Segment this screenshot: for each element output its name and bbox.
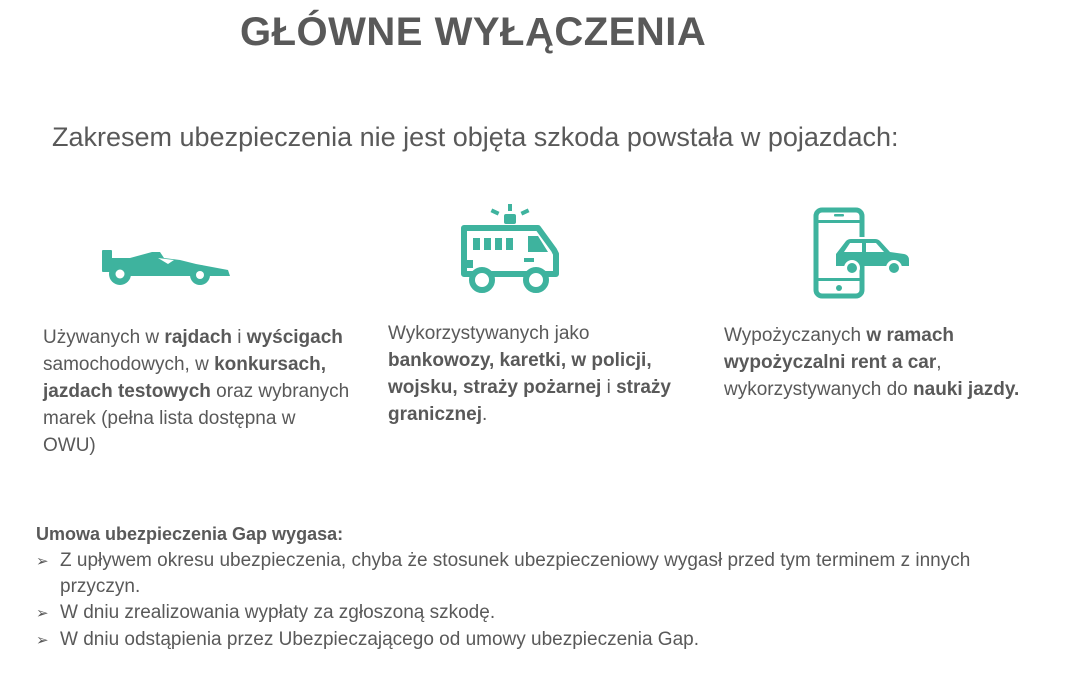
exclusion-racing-text: [43, 324, 353, 459]
text-run: , wykorzystywanych do: [724, 352, 942, 400]
arrow-bullet-icon: ➢: [36, 553, 49, 570]
expiry-list: [36, 548, 1046, 654]
list-item-text: W dniu zrealizowania wypłaty za zgłoszoną szkodę.: [60, 602, 496, 623]
bold-text-run: straży granicznej: [388, 377, 671, 425]
text-run: samochodowych, w: [43, 354, 215, 375]
text-run: Używanych w: [43, 327, 165, 348]
bold-text-run: rajdach: [164, 327, 233, 348]
list-item-text: W dniu odstąpienia przez Ubezpieczającego od umowy ubezpieczenia Gap.: [60, 629, 699, 650]
bold-text-run: konkursach, jazdach testowych: [43, 354, 327, 402]
arrow-bullet-icon: ➢: [36, 605, 49, 622]
text-run: Wykorzystywanych jako: [388, 323, 590, 344]
phone-car-icon: [810, 206, 914, 300]
text-run: .: [481, 404, 488, 425]
list-item-text: Z upływem okresu ubezpieczenia, chyba że stosunek ubezpieczeniowy wygasł przed tym terminem z innych przyczyn.: [60, 550, 971, 597]
list-item: [36, 627, 1046, 654]
text-run: i: [232, 327, 247, 348]
bold-text-run: w ramach wypożyczalni rent a car: [724, 325, 955, 373]
bold-text-run: nauki jazdy.: [913, 379, 1020, 400]
page-title: GŁÓWNE WYŁĄCZENIA: [240, 10, 707, 54]
list-item: [36, 600, 1046, 627]
text-run: i: [601, 377, 617, 398]
list-item: [36, 548, 1046, 600]
race-car-icon: [100, 240, 232, 288]
ambulance-icon: [458, 204, 562, 296]
exclusion-rental-text: [724, 322, 1034, 403]
expiry-heading: Umowa ubezpieczenia Gap wygasa:: [36, 524, 344, 544]
bold-text-run: bankowozy, karetki, w policji, wojsku, straży pożarnej: [388, 350, 652, 398]
text-run: oraz wybranych marek (pełna lista dostępna w OWU): [43, 381, 350, 456]
bold-text-run: wyścigach: [246, 327, 343, 348]
text-run: Wypożyczanych: [724, 325, 867, 346]
page-subtitle: Zakresem ubezpieczenia nie jest objęta szkoda powstała w pojazdach:: [52, 122, 899, 152]
exclusion-special-vehicles-text: [388, 320, 698, 428]
arrow-bullet-icon: ➢: [36, 632, 49, 649]
